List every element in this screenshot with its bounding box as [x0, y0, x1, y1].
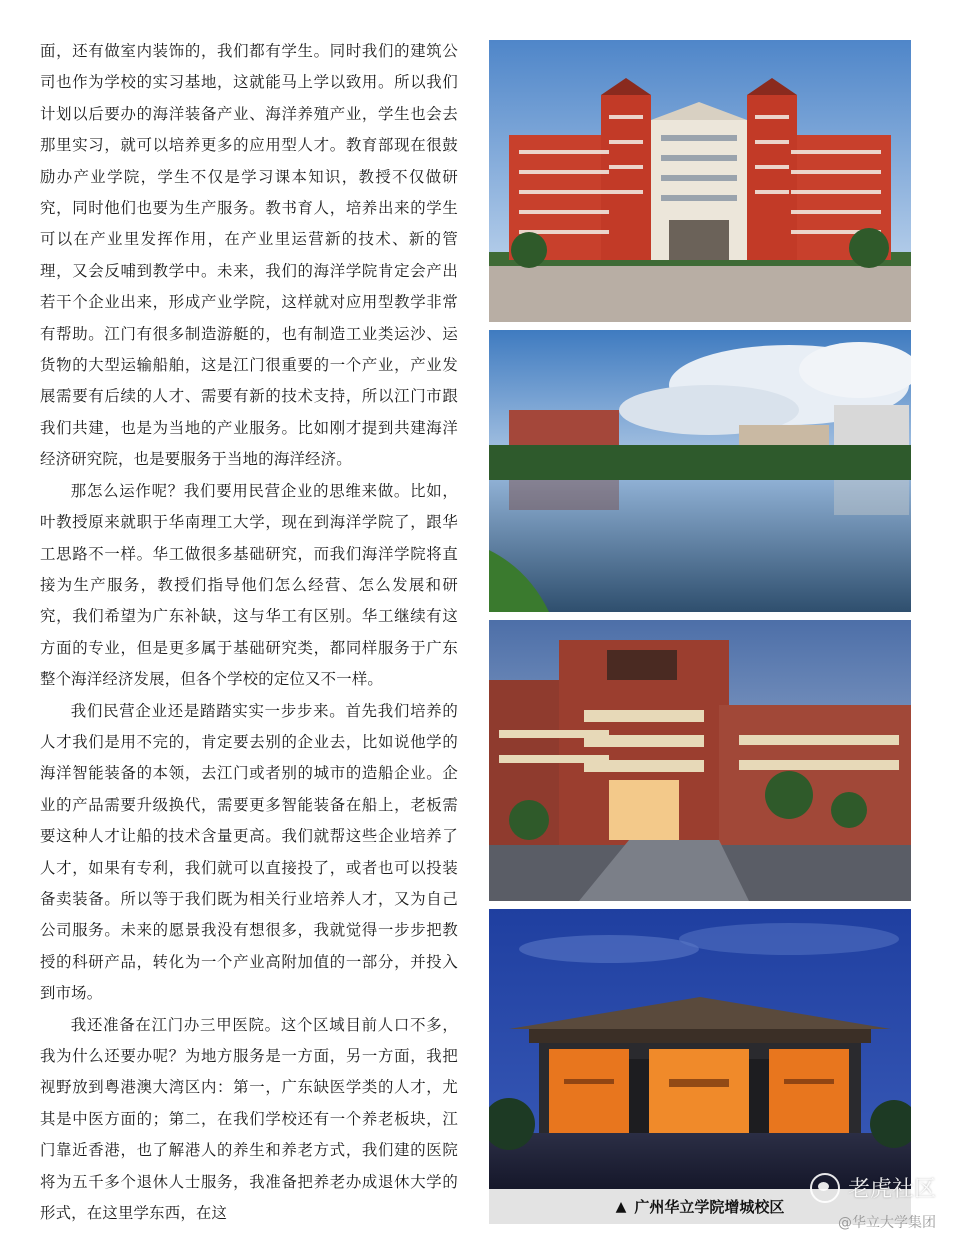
- photo-lake-campus: [489, 330, 911, 612]
- article-paragraph: 我们民营企业还是踏踏实实一步步来。首先我们培养的人才我们是用不完的，肯定要去别的企业去，比如说他学的海洋智能装备的本领，去江门或者别的城市的造船企业。企业的产品需要升级换代，需要更多智能装备在船上，老板需要这种人才让船的技术含量更高。我们就帮这些企业培养了人才，如果有专利，我们就可以直接投了，或者也可以投装备卖装备。所以等于我们既为相关行业培养人才，又为自己公司服务。未来的愿景我没有想很多，我就觉得一步步把教授的科研产品，转化为一个产业高附加值的一部分，并投入到市场。: [40, 701, 458, 1003]
- watermark-handle: @华立大学集团: [838, 1215, 936, 1231]
- caption-text: 广州华立学院增城校区: [634, 1198, 785, 1216]
- watermark-text: 老虎社区: [847, 1177, 936, 1202]
- article-body: [40, 36, 458, 1229]
- article-paragraph: 那怎么运作呢？我们要用民营企业的思维来做。比如，叶教授原来就职于华南理工大学，现在到海洋学院了，跟华工思路不一样。华工做很多基础研究，而我们海洋学院将直接为生产服务，教授们指导他们怎么经营、怎么发展和研究，我们希望为广东补缺，这与华工有区别。华工继续有这方面的专业，但是更多属于基础研究类，都同样服务于广东整个海洋经济发展，但各个学校的定位又不一样。: [40, 481, 458, 689]
- photo-library-dusk: [489, 620, 911, 901]
- watermark-logo: [810, 1172, 936, 1203]
- photo-gate-night: [489, 909, 911, 1189]
- triangle-icon: ▲: [615, 1198, 627, 1215]
- photo-red-building: [489, 40, 911, 322]
- article-paragraph: 我还准备在江门办三甲医院。这个区域目前人口不多，我为什么还要办呢？为地方服务是一方面，另一方面，我把视野放到粤港澳大湾区内：第一，广东缺医学类的人才，尤其是中医方面的；第二，在我们学校还有一个养老板块，江门靠近香港，也了解港人的养生和养老方式，我们建的医院将为五千多个退休人士服务，我准备把养老办成退休大学的形式，在这里学东西，在这: [40, 1015, 458, 1223]
- paw-icon: [810, 1173, 840, 1203]
- article-paragraph: 面，还有做室内装饰的，我们都有学生。同时我们的建筑公司也作为学校的实习基地，这就能马上学以致用。所以我们计划以后要办的海洋装备产业、海洋养殖产业，学生也会去那里实习，就可以培养更多的应用型人才。教育部现在很鼓励办产业学院，学生不仅是学习课本知识，教授不仅做研究，同时他们也要为生产服务。教书育人，培养出来的学生可以在产业里发挥作用，在产业里运营新的技术、新的管理，又会反哺到教学中。未来，我们的海洋学院肯定会产出若干个企业出来，形成产业学院，这样就对应用型教学非常有帮助。江门有很多制造游艇的，也有制造工业类运沙、运货物的大型运输船舶，这是江门很重要的一个产业，产业发展需要有后续的人才、需要有新的技术支持，所以江门市跟我们共建，也是为当地的产业服务。比如刚才提到共建海洋经济研究院，也是要服务于当地的海洋经济。: [40, 42, 458, 469]
